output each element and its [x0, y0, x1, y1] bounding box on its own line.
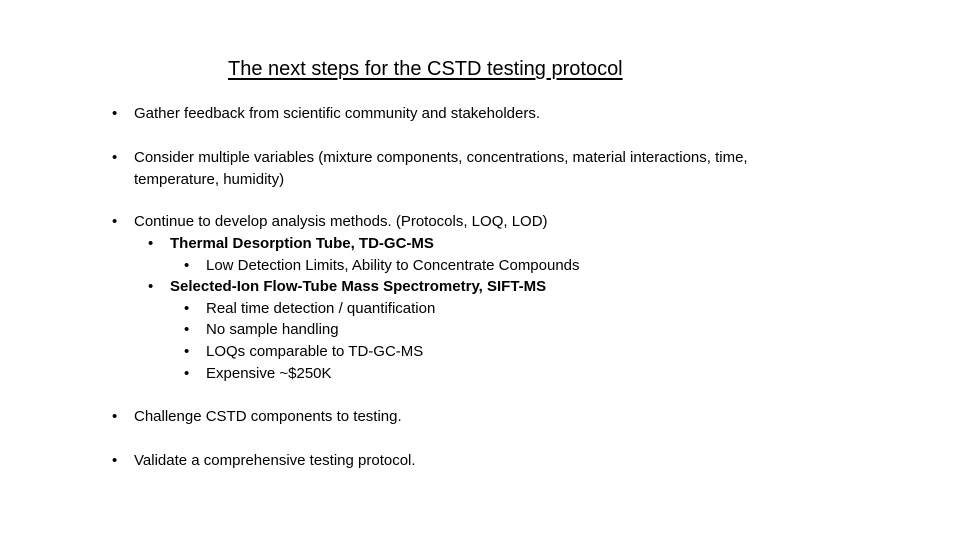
bullet-dot-icon: •: [184, 321, 190, 338]
subsubbullet-text: Expensive ~$250K: [206, 365, 332, 382]
bullet-dot-icon: •: [184, 300, 190, 317]
bullet-dot-icon: •: [112, 149, 118, 166]
bullet-text-line1: Consider multiple variables (mixture components, concentrations, material interactions, time,: [134, 149, 748, 166]
bullet-dot-icon: •: [148, 278, 154, 295]
subsubbullet-text: No sample handling: [206, 321, 339, 338]
slide-title: The next steps for the CSTD testing protocol: [228, 58, 623, 80]
bullet-text: Validate a comprehensive testing protocol.: [134, 452, 416, 469]
bullet-dot-icon: •: [112, 408, 118, 425]
bullet-dot-icon: •: [112, 452, 118, 469]
bullet-dot-icon: •: [184, 257, 190, 274]
bullet-dot-icon: •: [148, 235, 154, 252]
subsubbullet-text: Low Detection Limits, Ability to Concentrate Compounds: [206, 257, 580, 274]
bullet-dot-icon: •: [112, 213, 118, 230]
subsubbullet-text: Real time detection / quantification: [206, 300, 436, 317]
subbullet-text: Thermal Desorption Tube, TD-GC-MS: [170, 235, 434, 252]
bullet-text: Continue to develop analysis methods. (Protocols, LOQ, LOD): [134, 213, 548, 230]
subbullet-text: Selected-Ion Flow-Tube Mass Spectrometry, SIFT-MS: [170, 278, 547, 295]
bullet-dot-icon: •: [184, 343, 190, 360]
subsubbullet-text: LOQs comparable to TD-GC-MS: [206, 343, 424, 360]
bullet-dot-icon: •: [184, 365, 190, 382]
bullet-dot-icon: •: [112, 105, 118, 122]
bullet-text: Challenge CSTD components to testing.: [134, 408, 402, 425]
bullet-text-line2: temperature, humidity): [134, 171, 285, 188]
bullet-text: Gather feedback from scientific community and stakeholders.: [134, 105, 541, 122]
